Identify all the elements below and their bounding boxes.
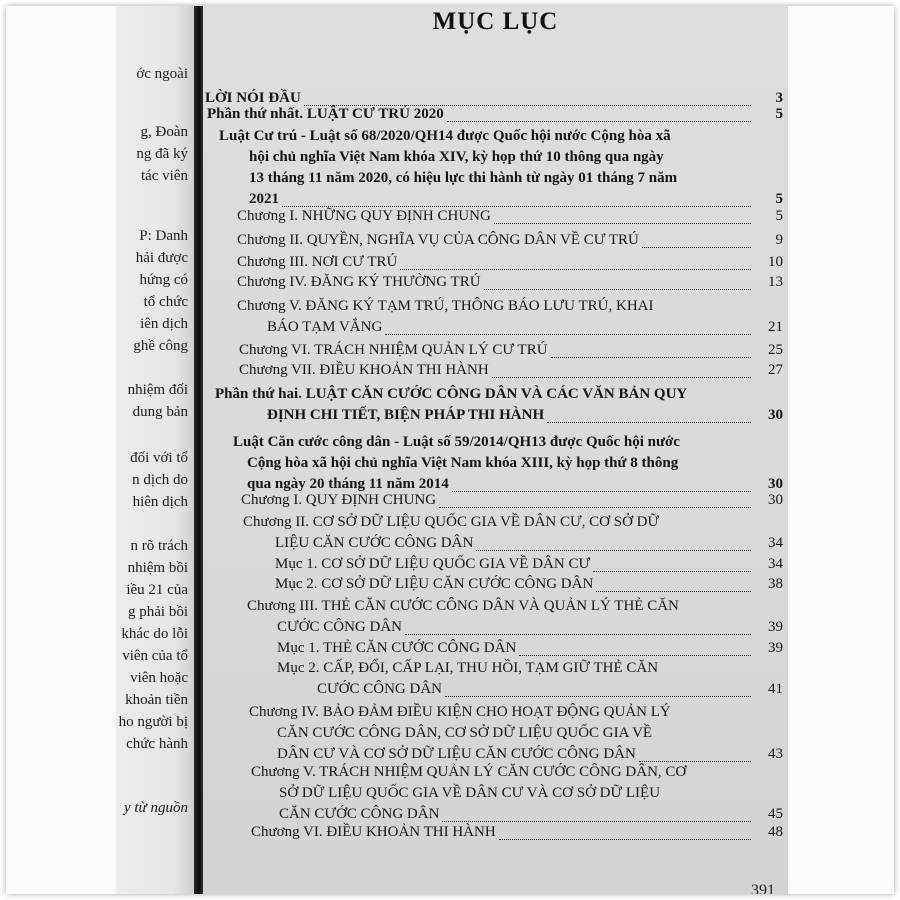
toc-entry-text: SỞ DỮ LIỆU QUỐC GIA VỀ DÂN CƯ VÀ CƠ SỞ DỮ LIỆU	[279, 785, 661, 801]
leader-dots	[405, 634, 751, 635]
toc-entry-text: Chương I. NHỮNG QUY ĐỊNH CHUNG	[237, 208, 491, 224]
leader-dots	[596, 591, 751, 592]
toc-entry-text: Phần thứ hai. LUẬT CĂN CƯỚC CÔNG DÂN VÀ CÁC VĂN BẢN QUY	[215, 386, 688, 402]
toc-page-number: 9	[775, 232, 783, 248]
page-number: 391	[751, 882, 775, 894]
left-page	[116, 6, 196, 894]
toc-entry-text: Chương VI. TRÁCH NHIỆM QUẢN LÝ CƯ TRÚ	[239, 342, 548, 358]
toc-page-number: 27	[768, 362, 783, 378]
left-page-line: dung bản	[132, 404, 188, 420]
toc-page-number: 21	[768, 319, 783, 335]
leader-dots	[447, 121, 751, 122]
toc-entry-text: ĐỊNH CHI TIẾT, BIỆN PHÁP THI HÀNH	[267, 407, 545, 423]
toc-page-number: 45	[768, 806, 783, 822]
toc-entry-text: Chương V. TRÁCH NHIỆM QUẢN LÝ CĂN CƯỚC CÔNG DÂN, CƠ	[251, 764, 687, 780]
toc-entry-text: LỜI NÓI ĐẦU	[205, 90, 301, 106]
toc-entry-text: qua ngày 20 tháng 11 năm 2014	[247, 476, 449, 492]
left-page-line: đối với tổ	[130, 450, 188, 466]
left-page-line: y từ nguồn	[123, 800, 188, 816]
leader-dots	[439, 507, 751, 508]
leader-dots	[385, 334, 751, 335]
left-page-line: khác do lỗi	[121, 626, 188, 642]
toc-entry-text: hội chủ nghĩa Việt Nam khóa XIV, kỳ họp thứ 10 thông qua ngày	[249, 149, 664, 165]
leader-dots	[593, 571, 751, 572]
leader-dots	[484, 289, 751, 290]
toc-entry-text: Mục 2. CẤP, ĐỔI, CẤP LẠI, THU HỒI, TẠM GIỮ THẺ CĂN	[277, 660, 659, 676]
toc-entry-text: Mục 1. THẺ CĂN CƯỚC CÔNG DÂN	[277, 640, 517, 656]
left-page-line: hứng có	[139, 272, 188, 288]
photo-frame	[6, 6, 894, 894]
left-page-line: iên dịch	[140, 316, 188, 332]
toc-entry-text: Luật Cư trú - Luật số 68/2020/QH14 được Quốc hội nước Cộng hòa xã	[219, 128, 671, 144]
toc-entry-text: CƯỚC CÔNG DÂN	[317, 681, 442, 697]
toc-page-number: 30	[768, 407, 783, 423]
toc-entry-text: Chương I. QUY ĐỊNH CHUNG	[241, 492, 437, 508]
toc-page-number: 10	[768, 254, 783, 270]
leader-dots	[499, 839, 751, 840]
left-page-line: hiên dịch	[132, 494, 188, 510]
toc-entry-text: Chương IV. BẢO ĐẢM ĐIỀU KIỆN CHO HOẠT ĐỘNG QUẢN LÝ	[249, 704, 671, 720]
toc-page-number: 25	[768, 342, 783, 358]
leader-dots	[282, 206, 751, 207]
toc-entry-text: Cộng hòa xã hội chủ nghĩa Việt Nam khóa XIII, kỳ họp thứ 8 thông	[247, 455, 679, 471]
toc-page-number: 41	[768, 681, 783, 697]
toc-page-number: 38	[768, 576, 783, 592]
leader-dots	[476, 550, 751, 551]
toc-page-number: 5	[775, 208, 783, 224]
leader-dots	[642, 247, 751, 248]
leader-dots	[547, 422, 751, 423]
left-page-line: P: Danh	[139, 228, 188, 244]
toc-entry-text: Mục 2. CƠ SỞ DỮ LIỆU CĂN CƯỚC CÔNG DÂN	[275, 576, 594, 592]
leader-dots	[519, 655, 751, 656]
toc-entry-text: Chương IV. ĐĂNG KÝ THƯỜNG TRÚ	[237, 274, 481, 290]
toc-page-number: 48	[768, 824, 783, 840]
toc-entry-text: LIỆU CĂN CƯỚC CÔNG DÂN	[275, 535, 474, 551]
toc-entry-text: Chương VII. ĐIỀU KHOẢN THI HÀNH	[239, 362, 489, 378]
left-page-line: g, Đoàn	[140, 124, 188, 140]
background-left	[6, 6, 116, 894]
toc-entry-text: Luật Căn cước công dân - Luật số 59/2014/QH13 được Quốc hội nước	[233, 434, 680, 450]
left-page-line: ho người bị	[118, 714, 188, 730]
toc-page-number: 34	[768, 535, 783, 551]
toc-entry-text: Chương V. ĐĂNG KÝ TẠM TRÚ, THÔNG BÁO LƯU TRÚ, KHAI	[237, 298, 654, 314]
toc-page-number: 3	[775, 90, 783, 106]
leader-dots	[639, 761, 751, 762]
left-page-line: n dịch do	[132, 472, 188, 488]
toc-page	[203, 6, 788, 894]
leader-dots	[442, 821, 751, 822]
toc-entry-text: Mục 1. CƠ SỞ DỮ LIỆU QUỐC GIA VỀ DÂN CƯ	[275, 556, 591, 572]
toc-entry-text: Chương III. THẺ CĂN CƯỚC CÔNG DÂN VÀ QUẢN LÝ THẺ CĂN	[247, 598, 679, 614]
leader-dots	[494, 223, 751, 224]
toc-entry-text: CĂN CƯỚC CÔNG DÂN	[279, 806, 440, 822]
toc-entry-text: DÂN CƯ VÀ CƠ SỞ DỮ LIỆU CĂN CƯỚC CÔNG DÂN	[277, 746, 636, 762]
toc-entry-text: CƯỚC CÔNG DÂN	[277, 619, 402, 635]
leader-dots	[445, 696, 751, 697]
leader-dots	[452, 491, 751, 492]
toc-page-number: 43	[768, 746, 783, 762]
left-page-line: n rõ trách	[130, 538, 188, 554]
toc-page-number: 34	[768, 556, 783, 572]
leader-dots	[492, 377, 751, 378]
left-page-line: tổ chức	[143, 294, 188, 310]
left-page-line: iều 21 của	[126, 582, 188, 598]
left-page-line: nhiệm bồi	[127, 560, 188, 576]
toc-page-number: 39	[768, 619, 783, 635]
left-page-line: ng đã ký	[136, 146, 188, 162]
toc-entry-text: 2021	[249, 191, 279, 207]
toc-page-number: 39	[768, 640, 783, 656]
toc-page-number: 13	[768, 274, 783, 290]
toc-page-number: 30	[768, 476, 783, 492]
toc-entry-text: BÁO TẠM VẮNG	[267, 319, 383, 335]
background-right	[788, 6, 894, 894]
toc-page-number: 5	[775, 106, 783, 122]
left-page-line: chức hành	[126, 736, 188, 752]
toc-entry-text: Chương VI. ĐIỀU KHOẢN THI HÀNH	[251, 824, 496, 840]
left-page-line: tác viên	[140, 168, 188, 184]
left-page-line: nhiệm đối	[127, 382, 188, 398]
leader-dots	[551, 357, 751, 358]
page-title: MỤC LỤC	[432, 8, 559, 35]
toc-entry-text: Chương II. QUYỀN, NGHĨA VỤ CỦA CÔNG DÂN VỀ CƯ TRÚ	[237, 232, 639, 248]
toc-entry-text: 13 tháng 11 năm 2020, có hiệu lực thi hành từ ngày 01 tháng 7 năm	[249, 170, 678, 186]
left-page-line: viên hoặc	[130, 670, 188, 686]
toc-entry-text: Chương III. NƠI CƯ TRÚ	[237, 254, 398, 270]
toc-entry-text: Phần thứ nhất. LUẬT CƯ TRÚ 2020	[207, 106, 444, 122]
left-page-line: ghề công	[133, 338, 188, 354]
toc-page-number: 30	[768, 492, 783, 508]
leader-dots	[400, 269, 751, 270]
left-page-line: g phải bồi	[128, 604, 188, 620]
book-spine	[194, 6, 203, 894]
toc-entry-text: CĂN CƯỚC CÔNG DÂN, CƠ SỞ DỮ LIỆU QUỐC GIA VỀ	[277, 725, 653, 741]
left-page-line: hải được	[135, 250, 188, 266]
left-page-line: ớc ngoài	[136, 66, 188, 82]
toc-entry-text: Chương II. CƠ SỞ DỮ LIỆU QUỐC GIA VỀ DÂN CƯ, CƠ SỞ DỮ	[243, 514, 660, 530]
left-page-line: khoản tiền	[125, 692, 188, 708]
toc-page-number: 5	[775, 191, 783, 207]
left-page-line: viên của tổ	[122, 648, 188, 664]
